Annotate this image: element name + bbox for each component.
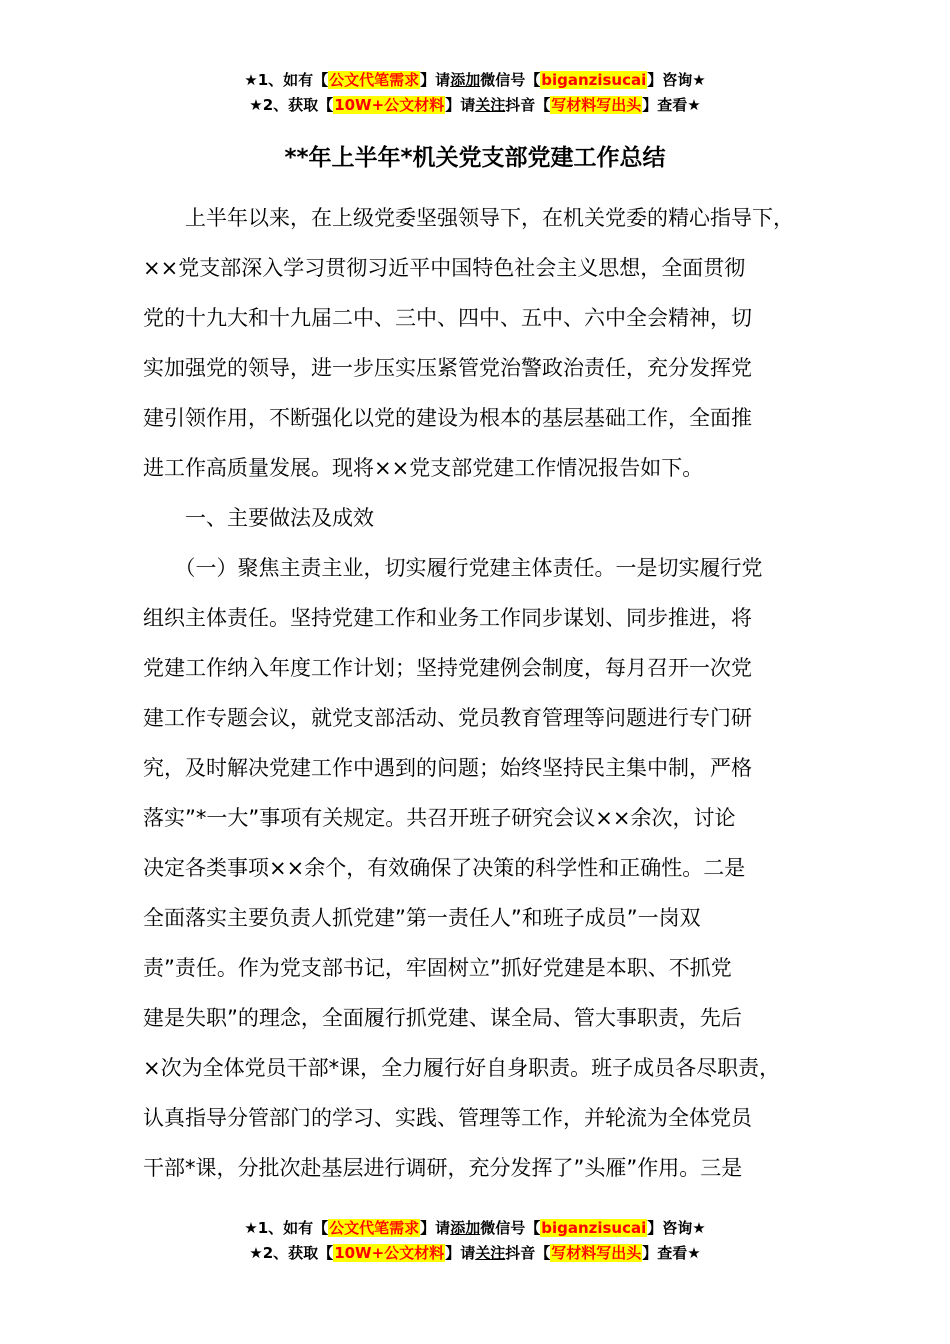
body-line: 进工作高质量发展。现将××党支部党建工作情况报告如下。 [143,456,704,480]
banner-text: 微信号【 [480,1219,541,1237]
body-line: 全面落实主要负责人抓党建”第一责任人”和班子成员”一岗双 [143,906,701,930]
body-line: 建引领作用，不断强化以党的建设为根本的基层基础工作，全面推 [143,406,752,430]
banner-highlight: 写材料写出头 [551,1244,642,1262]
document-body [143,193,829,1193]
header-banner [0,68,950,118]
body-line: 党建工作纳入年度工作计划；坚持党建例会制度，每月召开一次党 [143,656,752,680]
banner-text: ★1、如有【 [244,1219,329,1237]
body-line: （一）聚焦主责主业，切实履行党建主体责任。一是切实履行党 [143,556,763,580]
banner-highlight: 写材料写出头 [551,96,642,114]
banner-text: 】咨询★ [647,1219,706,1237]
body-line: 实加强党的领导，进一步压实压紧管党治警政治责任，充分发挥党 [143,356,752,380]
banner-text: 】咨询★ [647,71,706,89]
banner-underlined: 关注 [475,1244,506,1262]
banner-underlined: 添加 [450,1219,481,1237]
banner-underlined: 关注 [475,96,506,114]
banner-highlight: 10W+公文材料 [334,96,445,114]
banner-text: 】请 [445,1244,476,1262]
banner-text: 抖音【 [505,96,551,114]
banner-text: 】请 [420,1219,451,1237]
banner-line-1 [0,1216,950,1241]
body-line: 干部*课，分批次赴基层进行调研，充分发挥了”头雁”作用。三是 [143,1156,743,1180]
banner-line-1 [0,68,950,93]
banner-highlight: biganzisucai [541,1219,647,1237]
banner-text: 抖音【 [505,1244,551,1262]
body-line: 落实”*一大”事项有关规定。共召开班子研究会议××余次，讨论 [143,806,736,830]
banner-text: 】查看★ [642,1244,701,1262]
body-line: 建工作专题会议，就党支部活动、党员教育管理等问题进行专门研 [143,706,752,730]
banner-text: 】请 [445,96,476,114]
body-line: 决定各类事项××余个，有效确保了决策的科学性和正确性。二是 [143,856,746,880]
body-line: 党的十九大和十九届二中、三中、四中、五中、六中全会精神，切 [143,306,752,330]
banner-text: ★1、如有【 [244,71,329,89]
banner-highlight: 10W+公文材料 [334,1244,445,1262]
banner-underlined: 添加 [450,71,481,89]
body-line: 认真指导分管部门的学习、实践、管理等工作，并轮流为全体党员 [143,1106,752,1130]
body-line: 责”责任。作为党支部书记，牢固树立”抓好党建是本职、不抓党 [143,956,732,980]
body-line: ×次为全体党员干部*课，全力履行好自身职责。班子成员各尽职责， [143,1056,781,1080]
body-line: 上半年以来，在上级党委坚强领导下，在机关党委的精心指导下， [143,206,794,230]
body-line: 建是失职”的理念，全面履行抓党建、谋全局、管大事职责，先后 [143,1006,742,1030]
banner-highlight: 公文代笔需求 [329,71,420,89]
document-title: **年上半年*机关党支部党建工作总结 [284,145,666,171]
banner-text: 】请 [420,71,451,89]
banner-text: 】查看★ [642,96,701,114]
body-line: 究，及时解决党建工作中遇到的问题；始终坚持民主集中制，严格 [143,756,752,780]
banner-line-2 [0,1241,950,1266]
banner-line-2 [0,93,950,118]
body-line: ××党支部深入学习贯彻习近平中国特色社会主义思想，全面贯彻 [143,256,746,280]
banner-highlight: 公文代笔需求 [329,1219,420,1237]
banner-highlight: biganzisucai [541,71,647,89]
body-line: 组织主体责任。坚持党建工作和业务工作同步谋划、同步推进，将 [143,606,752,630]
banner-text: ★2、获取【 [249,1244,334,1262]
banner-text: ★2、获取【 [249,96,334,114]
banner-text: 微信号【 [480,71,541,89]
section-heading: 一、主要做法及成效 [143,506,374,530]
footer-banner [0,1216,950,1266]
